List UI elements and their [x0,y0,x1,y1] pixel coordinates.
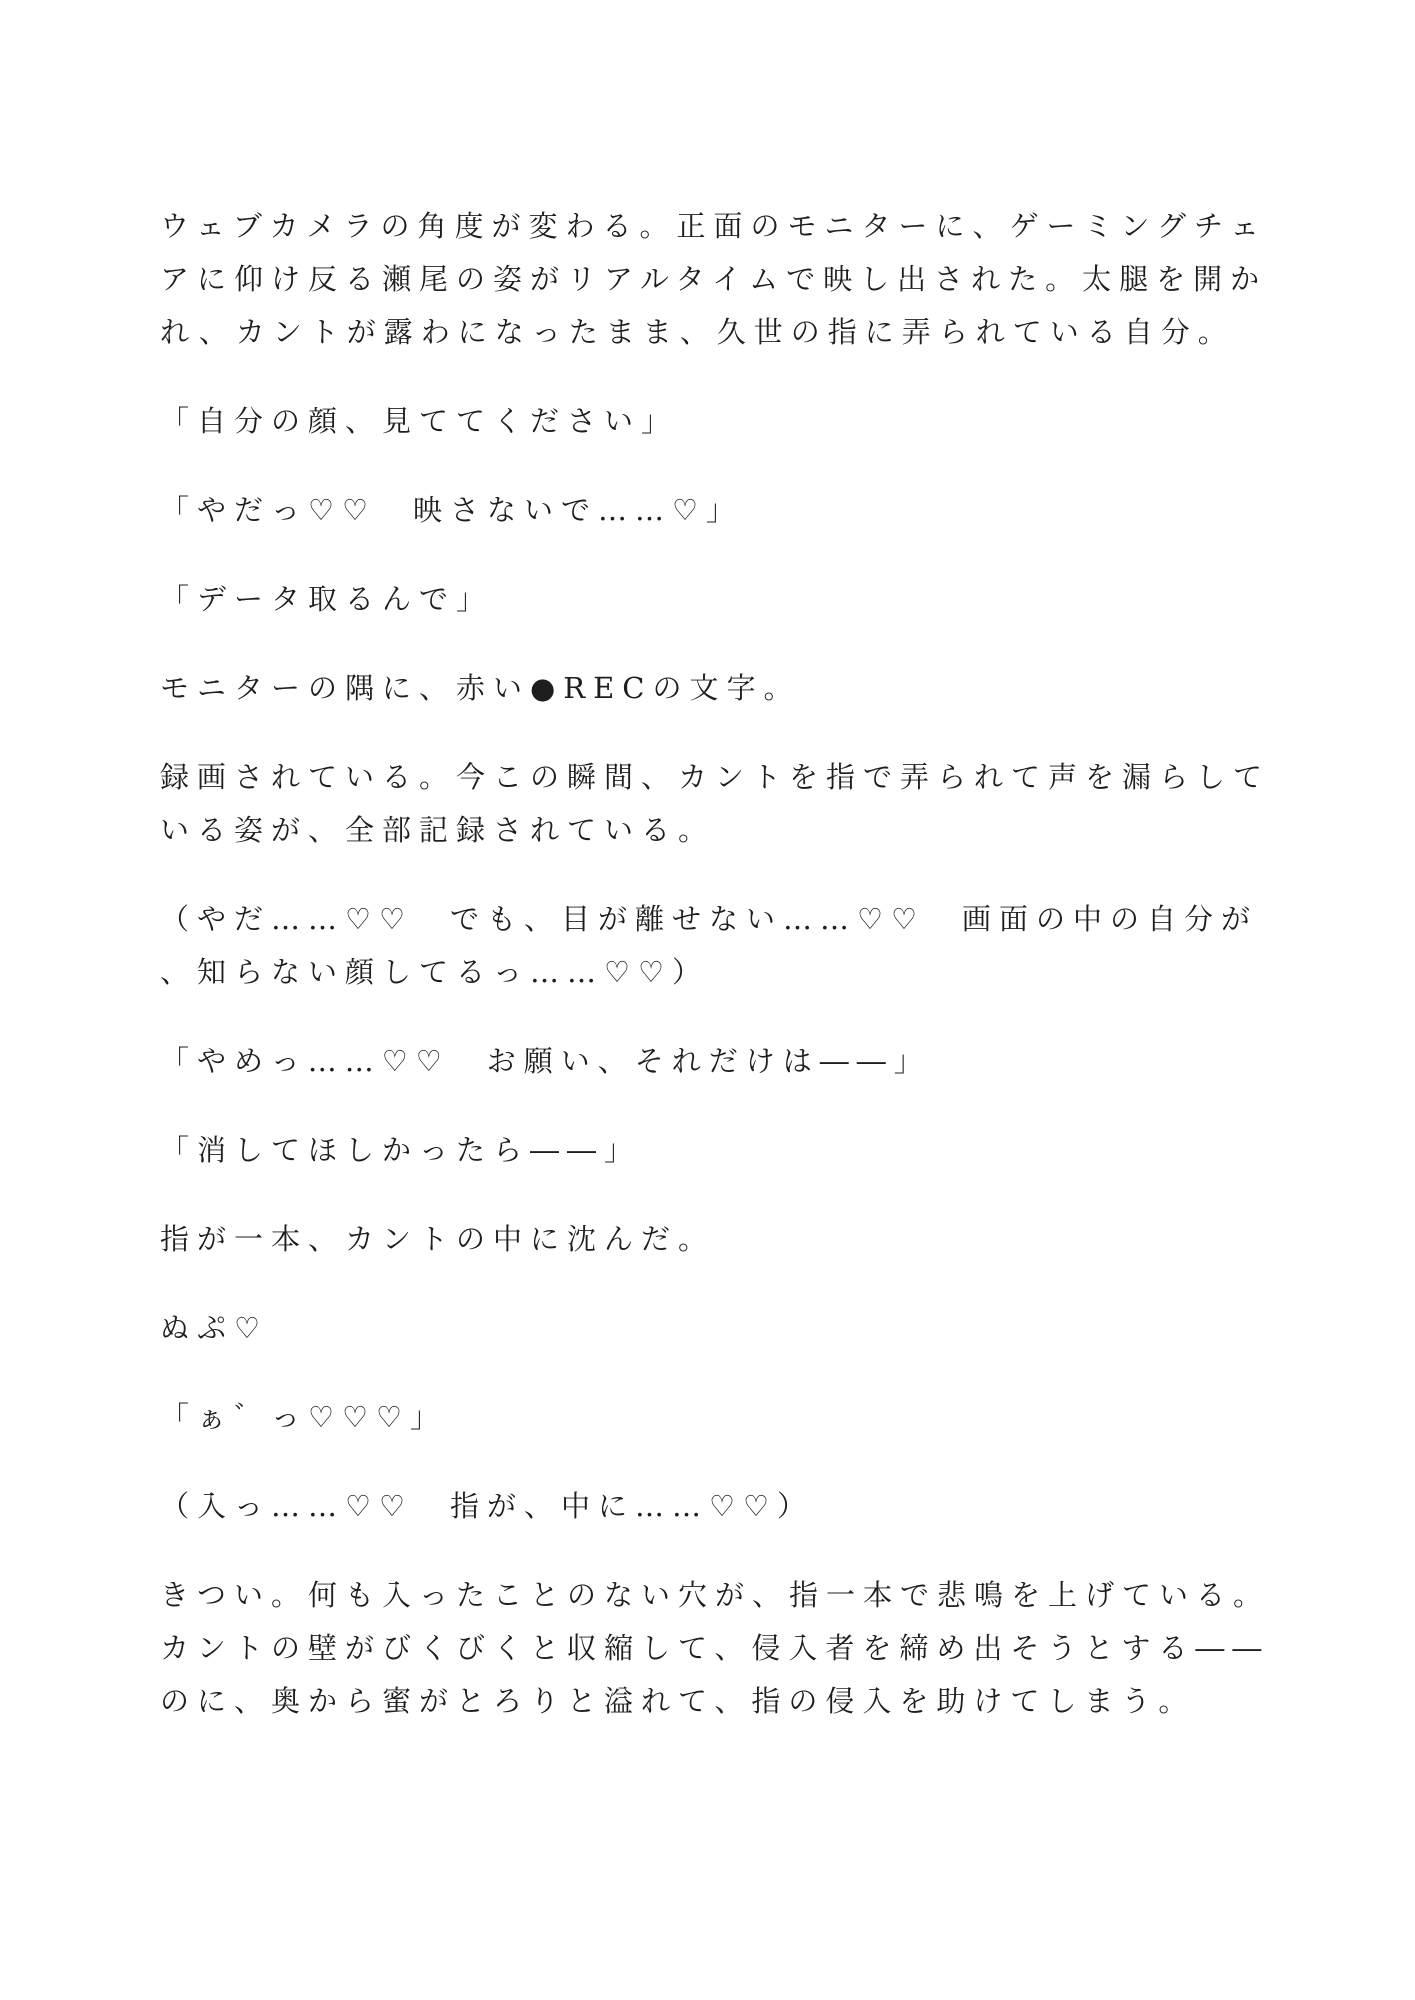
paragraph [160,484,1295,537]
paragraph [160,1124,1295,1177]
text-line: 指が一本、カントの中に沈んだ。 [160,1222,716,1256]
text-line: （やだ……♡♡ でも、目が離せない……♡♡ 画面の中の自分が [160,902,1258,936]
text-line: （入っ……♡♡ 指が、中に……♡♡） [160,1489,814,1523]
paragraph [160,573,1295,626]
paragraph [160,893,1295,999]
text-line: 「消してほしかったら――」 [160,1133,642,1167]
paragraph [160,1213,1295,1266]
paragraph [160,1302,1295,1355]
paragraph [160,200,1295,359]
text-line: 録画されている。今この瞬間、カントを指で弄られて声を漏らして [160,760,1271,794]
text-line: のに、奥から蜜がとろりと溢れて、指の侵入を助けてしまう。 [160,1684,1196,1718]
text-line: 「ぁ゛っ♡♡♡」 [160,1400,447,1434]
text-line: ウェブカメラの角度が変わる。正面のモニターに、ゲーミングチェ [160,209,1268,243]
text-line: 「自分の顔、見ててください」 [160,404,679,438]
paragraph [160,1391,1295,1444]
text-line: カントの壁がびくびくと収縮して、侵入者を締め出そうとする―― [160,1631,1270,1665]
text-line: いる姿が、全部記録されている。 [160,813,716,847]
text-line: れ、カントが露わになったまま、久世の指に弄られている自分。 [160,315,1235,349]
text-line: モニターの隅に、赤い●RECの文字。 [160,671,801,705]
text-line: きつい。何も入ったことのない穴が、指一本で悲鳴を上げている。 [160,1578,1271,1612]
text-line: 「やめっ……♡♡ お願い、それだけは――」 [160,1044,931,1078]
text-content [160,200,1295,1728]
text-line: アに仰け反る瀬尾の姿がリアルタイムで映し出された。太腿を開か [160,262,1268,296]
text-line: 「データ取るんで」 [160,582,494,616]
text-line: 「やだっ♡♡ 映さないで……♡」 [160,493,743,527]
text-line: ぬぷ♡ [160,1311,268,1345]
text-line: 、知らない顔してるっ……♡♡） [160,955,709,989]
paragraph [160,1035,1295,1088]
paragraph [160,1569,1295,1728]
paragraph [160,751,1295,857]
paragraph [160,1480,1295,1533]
paragraph [160,662,1295,715]
paragraph [160,395,1295,448]
